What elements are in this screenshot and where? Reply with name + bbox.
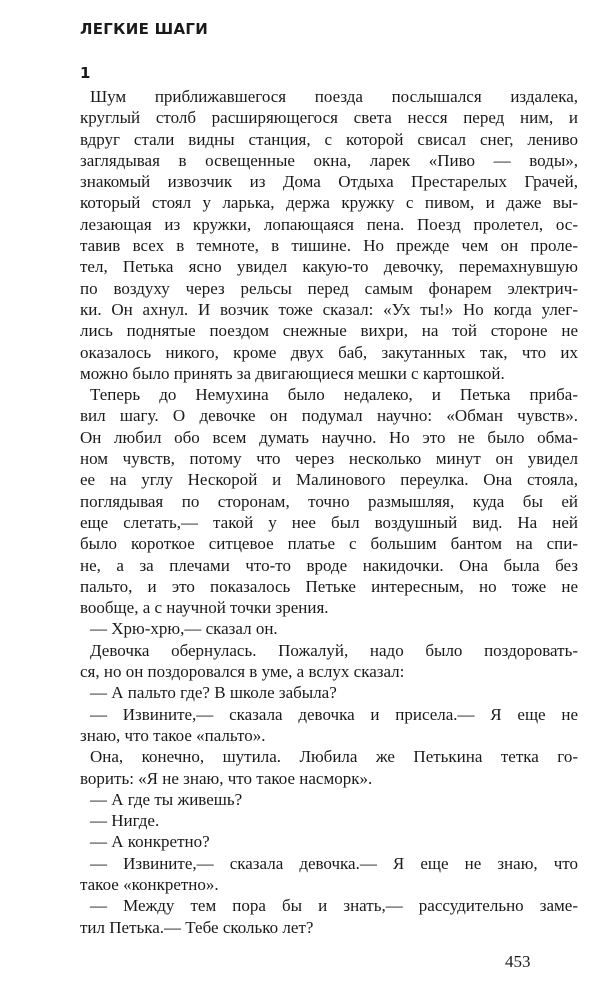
text-line: — А конкретно? [90,832,210,852]
text-line: Он любил обо всем думать научно. Но это не было обма- [80,427,578,447]
text-line: поглядывая по сторонам, точно размышляя, куда бы ей [80,491,578,511]
text-line: было короткое ситцевое платье с большим бантом на спи- [80,534,578,554]
text-line: вообще, а с научной точки зрения. [80,598,329,618]
text-line: — Хрю-хрю,— сказал он. [90,619,278,639]
text-line: заглядывая в освещенные окна, ларек «Пиво — воды», [80,150,578,170]
text-line: — Между тем пора бы и знать,— рассудительно заме- [90,896,578,916]
page-number: 453 [505,952,531,971]
text-line: вдруг стали видны станция, с которой свисал снег, лениво [80,129,578,149]
text-line: который стоял у ларька, держа кружку с пивом, и даже вы- [80,193,578,213]
text-line: ее на углу Нескорой и Малинового переулка. Она стояла, [80,470,578,490]
text-line: тел, Петька ясно увидел какую-то девочку, перемахнувшую [80,257,578,277]
body-text [80,86,578,938]
text-line: — Нигде. [90,811,160,831]
text-line: ся, но он поздоровался в уме, а вслух сказал: [80,662,405,682]
text-line: Она, конечно, шутила. Любила же Петькина тетка го- [90,747,578,767]
text-line: тил Петька.— Тебе сколько лет? [80,917,314,937]
text-line: — Извините,— сказала девочка и присела.— Я еще не [90,704,578,724]
text-line: Шум приближавшегося поезда послышался издалека, [90,87,578,106]
text-line: лись поднятые поездом снежные вихри, на той стороне не [80,321,578,341]
text-line: ном чувств, потому что через несколько минут он увидел [80,449,578,469]
text-line: тавив всех в темноте, в тишине. Но прежде чем он проле- [80,236,578,256]
text-line: ворить: «Я не знаю, что такое насморк». [80,768,373,788]
text-line: оказалось никого, кроме двух баб, закутанных так, что их [80,342,578,362]
text-line: вил шагу. О девочке он подумал научно: «Обман чувств». [80,406,578,426]
text-line: лезающая из кружки, лопающаяся пена. Поезд пролетел, ос- [80,214,578,234]
text-line: по воздуху через рельсы перед самым фонарем электрич- [80,278,578,298]
chapter-number: 1 [80,64,91,82]
story-title: ЛЕГКИЕ ШАГИ [80,20,209,38]
text-line: еще слетать,— такой у нее был воздушный вид. На ней [80,512,578,532]
text-line: знакомый извозчик из Дома Отдыха Престарелых Грачей, [80,172,578,192]
text-line: Теперь до Немухина было недалеко, и Петька приба- [90,385,578,405]
text-line: — Извините,— сказала девочка.— Я еще не знаю, что [90,853,578,873]
text-line: можно было принять за двигающиеся мешки с картошкой. [80,363,505,383]
text-line: Девочка обернулась. Пожалуй, надо было поздоровать- [90,640,578,660]
text-line: знаю, что такое «пальто». [80,725,266,745]
text-line: — А пальто где? В школе забыла? [90,683,337,703]
text-line: такое «конкретно». [80,874,219,894]
text-line: круглый столб расширяющегося света несся перед ним, и [80,108,578,128]
text-line: — А где ты живешь? [90,789,243,809]
text-line: ки. Он ахнул. И возчик тоже сказал: «Ух ты!» Но когда улег- [80,299,578,319]
text-line: пальто, и это показалось Петьке интересным, но тоже не [80,576,578,596]
text-line: не, а за плечами что-то вроде накидочки. Она была без [80,555,578,575]
